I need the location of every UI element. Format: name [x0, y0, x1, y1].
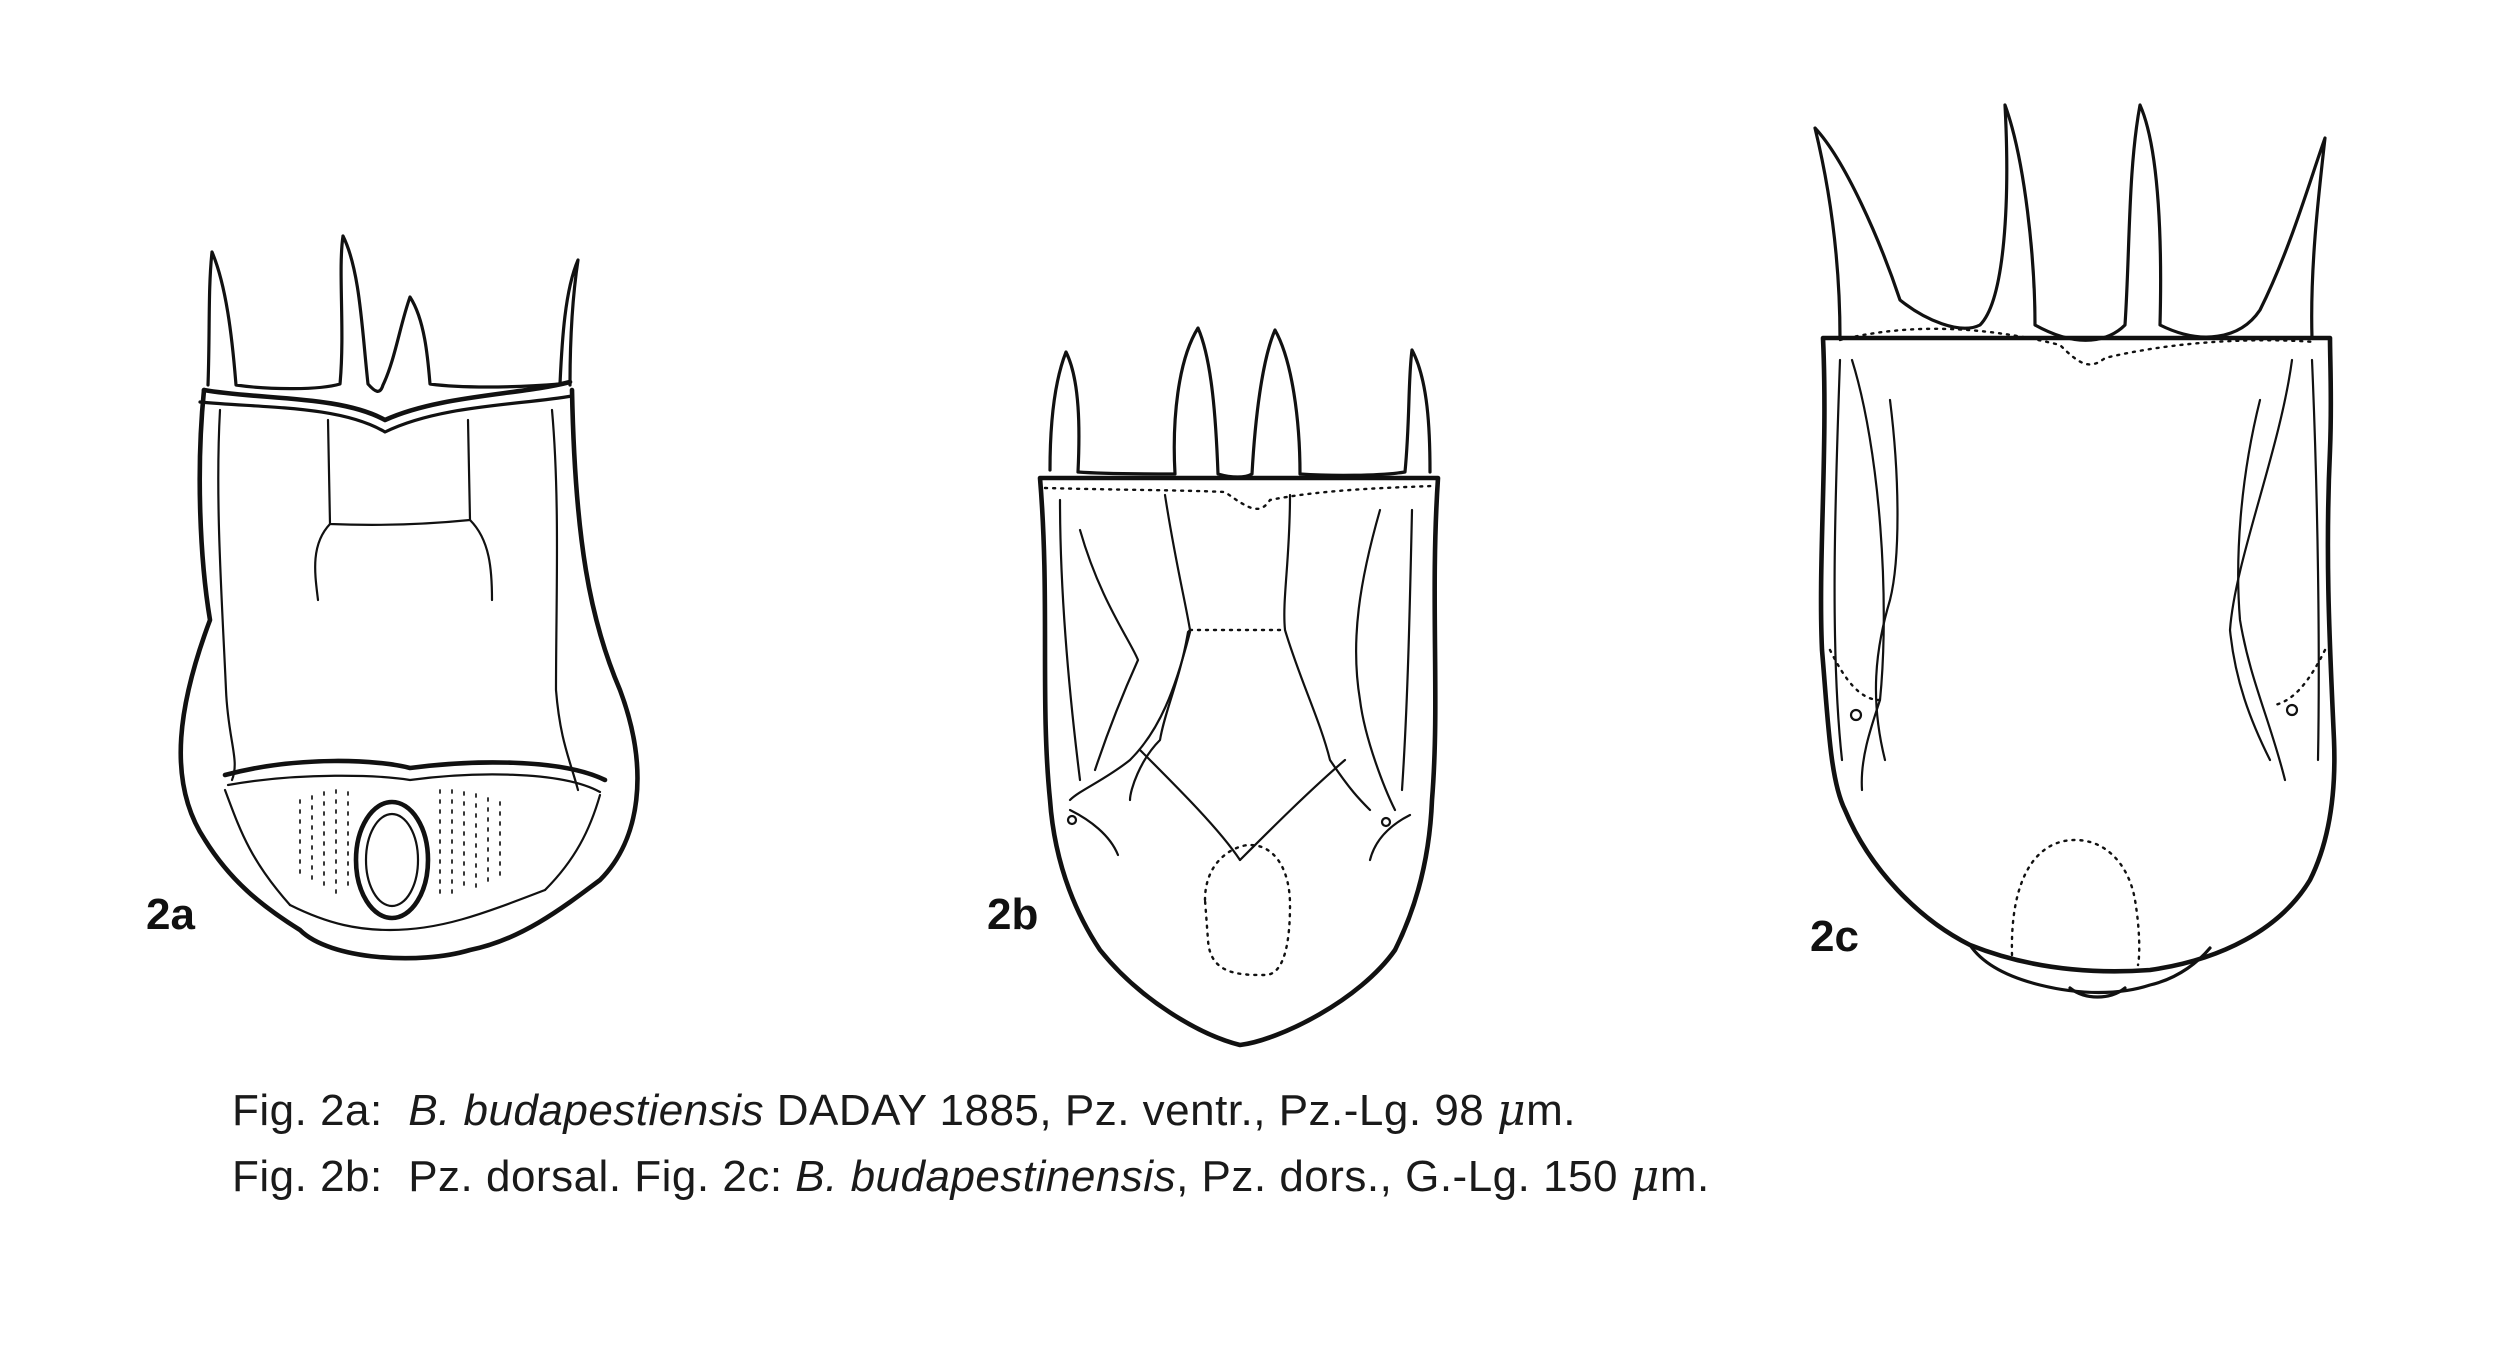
head-band-dotted-2c [1840, 329, 2315, 365]
lorica-2b-drawing [1040, 328, 1438, 1045]
lateral-left-outer-2c [1835, 360, 1842, 760]
ridge-right-inner-2b [1356, 510, 1395, 810]
caption-line-1-prefix: Fig. 2a: [232, 1086, 409, 1135]
body-outline-2b [1040, 478, 1438, 1045]
anterior-spines-2b [1050, 328, 1430, 477]
lower-line-left-2b [1070, 632, 1190, 800]
panel-label-2b: 2b [987, 890, 1039, 939]
caption-line-2-unit-m: m. [1659, 1152, 1710, 1201]
body-outline-2a [181, 390, 638, 958]
pore-arc-left-2b [1070, 810, 1118, 855]
foot-opening-inner-2a [366, 814, 418, 906]
lateral-line-left-2a [218, 410, 234, 780]
caption-line-1 [232, 1078, 2432, 1144]
ridge-right-outer-2b [1402, 510, 1412, 790]
caption-line-1-unit-mu: μ [1497, 1085, 1527, 1136]
pore-left-2c [1851, 710, 1861, 720]
caption-line-1-text: DADAY 1885, Pz. ventr., Pz.-Lg. 98 [764, 1086, 1497, 1135]
central-plate-lower-right-2a [470, 520, 492, 600]
striations-2a [300, 790, 500, 896]
pore-left-2b [1068, 816, 1076, 824]
foot-rim-left-2a [225, 790, 290, 905]
central-plate-2a [328, 420, 470, 525]
caption-line-2-species: B. budapestinensis [795, 1152, 1177, 1201]
caption-line-2-unit-mu: μ [1630, 1151, 1660, 1202]
foot-rim-right-2a [545, 795, 600, 890]
lateral-right-outer-2c [2312, 360, 2319, 760]
head-band-lower-2a [200, 396, 572, 432]
ridge-left-outer-2b [1060, 500, 1080, 780]
foot-opening-dotted-2c [2012, 840, 2139, 965]
pore-region-right-2c [2275, 650, 2325, 705]
foot-opening-dotted-2b [1205, 845, 1290, 975]
pore-right-2c [2287, 705, 2297, 715]
body-outline-2c [1821, 338, 2334, 971]
panel-label-2a: 2a [146, 890, 195, 939]
head-band-dotted-2b [1045, 486, 1432, 509]
figure-caption [232, 1078, 2432, 1210]
foot-band-inner-2a [228, 774, 600, 792]
lower-v-left-2b [1140, 750, 1240, 860]
caption-line-2-prefix: Fig. 2b: Pz. dorsal. Fig. 2c: [232, 1152, 796, 1201]
lateral-right-curve-2c [2238, 400, 2285, 780]
pore-right-2b [1382, 818, 1390, 826]
anterior-spines-2a [208, 236, 578, 391]
lorica-2a-drawing [181, 236, 638, 958]
anterior-spines-2c [1815, 105, 2325, 340]
caption-line-1-unit-m: m. [1526, 1086, 1576, 1135]
foot-lower-rim-2a [290, 890, 545, 930]
caption-line-2-text: , Pz. dors., G.-Lg. 150 [1176, 1152, 1631, 1201]
lorica-2c-drawing [1815, 105, 2334, 997]
ridge-left-2b [1130, 495, 1190, 800]
central-plate-lower-2a [315, 524, 330, 600]
caption-line-2 [232, 1144, 2432, 1210]
panel-label-2c: 2c [1810, 912, 1859, 961]
lateral-left-curve-2c [1876, 400, 1898, 760]
lower-v-right-2b [1240, 760, 1345, 860]
ridge-left-inner-2b [1080, 530, 1138, 770]
caption-line-1-species: B. budapestiensis [408, 1086, 765, 1135]
